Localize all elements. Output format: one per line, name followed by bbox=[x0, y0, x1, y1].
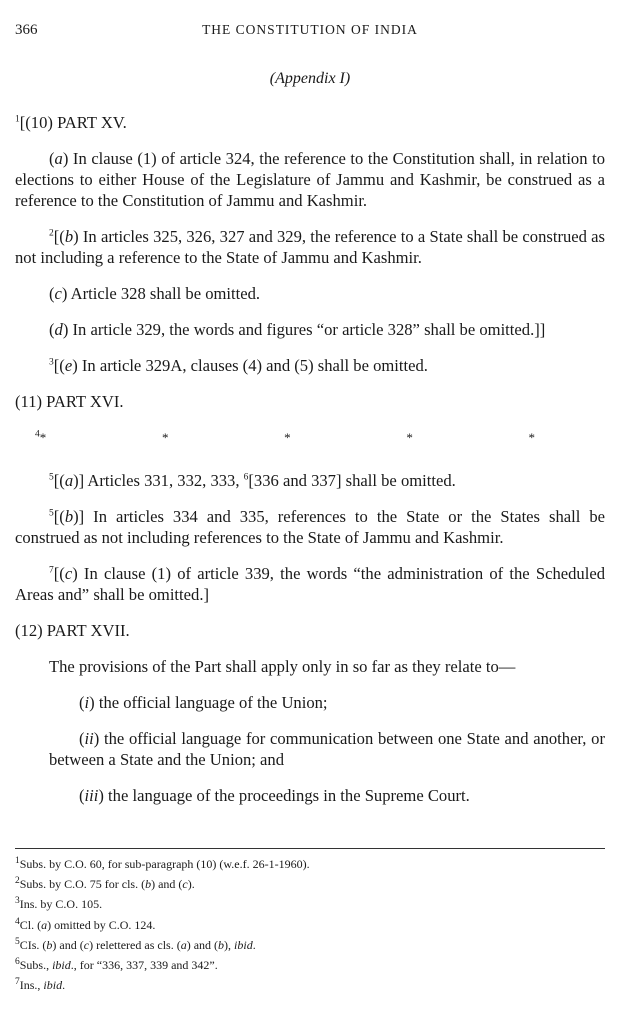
footnote-marker: 7 bbox=[49, 565, 54, 576]
footnote-marker: 6 bbox=[15, 957, 20, 968]
omission-star: * bbox=[161, 430, 169, 445]
clause-paragraph: $^5$[(a)] Articles 331, 332, 333, $^6$[336 and 337] shall be omitted. bbox=[49, 471, 456, 490]
page-number: 366 bbox=[15, 22, 38, 38]
document-body bbox=[15, 112, 605, 821]
footnote-marker: 3 bbox=[15, 896, 20, 907]
heading-text: (12) PART XVII. bbox=[15, 621, 130, 640]
footnote-marker: 5 bbox=[49, 472, 54, 483]
footnote: $^4$Cl. (a) omitted by C.O. 124. bbox=[15, 916, 156, 932]
footnote: $^3$Ins. by C.O. 105. bbox=[15, 896, 103, 912]
part-heading bbox=[15, 112, 605, 133]
omission-star: * bbox=[528, 430, 535, 445]
clause-paragraph: (a) In clause (1) of article 324, the reference to the Constitution shall, in relation to elections to either House of the Legislature of Jammu and Kashmir, be construed as a reference to the Constitution of Jammu and Kashmir. bbox=[15, 149, 605, 210]
footnote-italic: a bbox=[41, 917, 48, 932]
omission-star: * bbox=[284, 430, 291, 445]
page-header bbox=[15, 22, 605, 42]
clause-letter: ii bbox=[84, 729, 94, 748]
clause-letter: iii bbox=[84, 786, 99, 805]
footnotes bbox=[15, 854, 605, 995]
footnote: $^7$Ins., ibid. bbox=[15, 977, 66, 993]
footnote-italic: b bbox=[218, 937, 225, 952]
footnote-italic: a bbox=[180, 937, 187, 952]
clause-paragraph: $^5$[(b)] In articles 334 and 335, references to the State or the States shall be construed as not including references to the State of Jammu and Kashmir. bbox=[15, 507, 605, 547]
footnote-marker: 1 bbox=[15, 856, 20, 866]
footnote-marker: 4 bbox=[15, 916, 20, 927]
clause-paragraph: (d) In article 329, the words and figures “or article 328” shall be omitted.]] bbox=[49, 320, 546, 339]
clause-letter: e bbox=[64, 356, 73, 375]
footnote-italic: ibid bbox=[43, 978, 63, 993]
footnote-marker: 7 bbox=[15, 977, 20, 988]
intro-text: The provisions of the Part shall apply only in so far as they relate to— bbox=[49, 657, 516, 676]
heading-text: (11) PART XVI. bbox=[15, 392, 124, 411]
footnote-marker: 5 bbox=[15, 936, 20, 947]
footnote-marker: 4 bbox=[35, 429, 40, 440]
clause-letter: b bbox=[64, 507, 74, 526]
clause-paragraph: $^2$[(b) In articles 325, 326, 327 and 329, the reference to a State shall be construed as not including a reference to the State of Jammu and Kashmir. bbox=[15, 227, 605, 267]
footnote-marker: 6 bbox=[243, 472, 249, 483]
footnote-italic: b bbox=[145, 877, 152, 892]
clause-letter: d bbox=[54, 320, 63, 339]
clause-letter: b bbox=[64, 227, 74, 246]
sub-clause: (iii) the language of the proceedings in the Supreme Court. bbox=[79, 786, 470, 805]
clause-letter: a bbox=[54, 149, 63, 168]
footnote: $^5$CIs. (b) and (c) relettered as cls. (a) and (b), ibid. bbox=[15, 936, 256, 952]
running-title: THE CONSTITUTION OF INDIA bbox=[202, 22, 418, 37]
clause-letter: i bbox=[84, 693, 90, 712]
footnote-marker: 5 bbox=[49, 508, 54, 519]
footnote-italic: ibid bbox=[52, 958, 71, 973]
part-heading bbox=[15, 391, 605, 412]
appendix-label: (Appendix I) bbox=[269, 70, 351, 87]
footnote-italic: ibid bbox=[234, 937, 253, 952]
footnote-marker: 2 bbox=[49, 228, 54, 239]
footnote-italic: b bbox=[46, 937, 53, 952]
footnote-marker: 1 bbox=[15, 114, 20, 125]
footnote-italic: c bbox=[182, 877, 188, 892]
sub-clause: (ii) the official language for communication between one State and another, or between a State and the Union; and bbox=[49, 729, 605, 769]
clause-letter: c bbox=[54, 284, 62, 303]
footnote: $^1$Subs. by C.O. 60, for sub-paragraph (10) (w.e.f. 26-1-1960). bbox=[15, 856, 310, 871]
sub-clause: (i) the official language of the Union; bbox=[79, 693, 328, 712]
footnote: $^6$Subs., ibid., for “336, 337, 339 and 342”. bbox=[15, 957, 218, 973]
footnote-marker: 2 bbox=[15, 876, 20, 887]
clause-paragraph: $^7$[(c) In clause (1) of article 339, the words “the administration of the Scheduled Areas and” shall be omitted.] bbox=[15, 564, 605, 604]
footnote: $^2$Subs. by C.O. 75 for cls. (b) and (c). bbox=[15, 876, 195, 892]
omission-star: * bbox=[406, 430, 413, 445]
omission-stars bbox=[15, 427, 605, 448]
heading-text: [(10) PART XV. bbox=[19, 113, 127, 132]
clause-letter: a bbox=[64, 471, 74, 490]
footnote-italic: c bbox=[83, 937, 90, 952]
clause-letter: c bbox=[64, 564, 73, 583]
part-heading bbox=[15, 620, 605, 641]
clause-paragraph: $^3$[(e) In article 329A, clauses (4) and (5) shall be omitted. bbox=[49, 356, 428, 375]
clause-paragraph: (c) Article 328 shall be omitted. bbox=[49, 284, 261, 303]
omission-star: $^4$* bbox=[35, 429, 47, 445]
document-page bbox=[15, 0, 605, 1024]
footnote-rule bbox=[15, 848, 605, 849]
footnote-marker: 3 bbox=[49, 357, 54, 368]
